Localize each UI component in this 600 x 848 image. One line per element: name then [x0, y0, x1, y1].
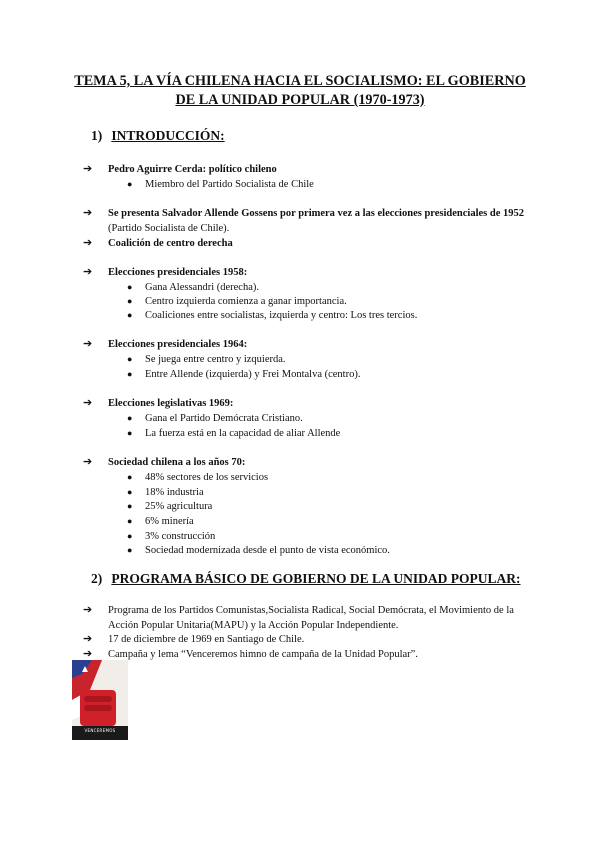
section-heading-2 — [91, 571, 521, 587]
item-programa-lema — [83, 647, 533, 662]
bullet-text: Entre Allende (izquierda) y Frei Montalva (centro). — [145, 369, 361, 380]
item-aguirre — [83, 162, 533, 177]
bullet-icon: ● — [127, 428, 133, 438]
bullet-item — [127, 499, 547, 514]
title-line-2: DE LA UNIDAD POPULAR (1970-1973) — [175, 92, 425, 108]
arrow-icon: ➔ — [83, 604, 93, 616]
item-text: (Partido Socialista de Chile). — [108, 223, 230, 234]
bullet-item — [127, 308, 547, 323]
bullet-item — [127, 470, 547, 485]
bullet-item — [127, 529, 547, 544]
item-allende — [83, 206, 533, 236]
bullet-text: Se juega entre centro y izquierda. — [145, 354, 286, 365]
bullet-text: 48% sectores de los servicios — [145, 472, 269, 483]
bullet-icon: ● — [127, 413, 133, 423]
item-title: Elecciones presidenciales 1958: — [108, 267, 248, 278]
bullet-icon: ● — [127, 354, 133, 364]
title-line-1: TEMA 5, LA VÍA CHILENA HACIA EL SOCIALISMO: EL GOBIERNO — [74, 73, 526, 89]
document-title — [60, 72, 540, 110]
item-elecciones-1969 — [83, 396, 533, 411]
bullet-text: Gana Alessandri (derecha). — [145, 282, 259, 293]
bullet-item — [127, 280, 547, 295]
bullet-text: Coaliciones entre socialistas, izquierda y centro: Los tres tercios. — [145, 310, 418, 321]
bullet-icon: ● — [127, 531, 133, 541]
bullet-item — [127, 177, 547, 192]
bullet-item — [127, 485, 547, 500]
arrow-icon: ➔ — [83, 338, 93, 350]
item-title: Sociedad chilena a los años 70: — [108, 457, 246, 468]
bullet-item — [127, 294, 547, 309]
bullet-text: Miembro del Partido Socialista de Chile — [145, 179, 314, 190]
bullet-icon: ● — [127, 282, 133, 292]
bullet-text: 18% industria — [145, 487, 204, 498]
item-title: Elecciones presidenciales 1964: — [108, 339, 248, 350]
arrow-icon: ➔ — [83, 397, 93, 409]
section-heading-1 — [91, 128, 225, 144]
bullet-item — [127, 543, 547, 558]
item-title: Coalición de centro derecha — [108, 238, 233, 249]
bullet-icon: ● — [127, 516, 133, 526]
bullet-icon: ● — [127, 369, 133, 379]
arrow-icon: ➔ — [83, 163, 93, 175]
bullet-text: 25% agricultura — [145, 501, 213, 512]
item-programa-partidos — [83, 603, 533, 633]
item-title: Elecciones legislativas 1969: — [108, 398, 234, 409]
section-title: PROGRAMA BÁSICO DE GOBIERNO DE LA UNIDAD POPULAR: — [111, 571, 521, 586]
bullet-item — [127, 352, 547, 367]
item-text: Programa de los Partidos Comunistas,Socialista Radical, Social Demócrata, el Movimiento de la Acción Popular Unitaria(MAPU) y la Acción Popular Independiente. — [108, 605, 514, 631]
arrow-icon: ➔ — [83, 648, 93, 660]
arrow-icon: ➔ — [83, 456, 93, 468]
bullet-text: 6% minería — [145, 516, 194, 527]
item-text: Campaña y lema “Venceremos himno de campaña de la Unidad Popular”. — [108, 649, 418, 660]
item-title: Se presenta Salvador Allende Gossens por primera vez a las elecciones presidenciales de 1952 — [108, 208, 524, 219]
bullet-icon: ● — [127, 545, 133, 555]
bullet-icon: ● — [127, 296, 133, 306]
bullet-icon: ● — [127, 310, 133, 320]
arrow-icon: ➔ — [83, 633, 93, 645]
bullet-text: 3% construcción — [145, 531, 216, 542]
poster-caption: VENCEREMOS — [84, 728, 116, 733]
bullet-item — [127, 411, 547, 426]
item-title: Pedro Aguirre Cerda: político chileno — [108, 164, 277, 175]
bullet-item — [127, 367, 547, 382]
item-programa-fecha — [83, 632, 533, 647]
item-sociedad — [83, 455, 533, 470]
arrow-icon: ➔ — [83, 266, 93, 278]
item-elecciones-1958 — [83, 265, 533, 280]
arrow-icon: ➔ — [83, 237, 93, 249]
bullet-text: Centro izquierda comienza a ganar importancia. — [145, 296, 347, 307]
bullet-icon: ● — [127, 472, 133, 482]
bullet-text: Gana el Partido Demócrata Cristiano. — [145, 413, 303, 424]
item-elecciones-1964 — [83, 337, 533, 352]
item-coalicion — [83, 236, 533, 251]
arrow-icon: ➔ — [83, 207, 93, 219]
bullet-icon: ● — [127, 179, 133, 189]
bullet-text: La fuerza está en la capacidad de aliar Allende — [145, 428, 341, 439]
section-number: 1) — [91, 128, 103, 143]
item-text: 17 de diciembre de 1969 en Santiago de Chile. — [108, 634, 305, 645]
bullet-item — [127, 514, 547, 529]
bullet-icon: ● — [127, 487, 133, 497]
bullet-item — [127, 426, 547, 441]
section-title: INTRODUCCIÓN: — [111, 128, 225, 143]
venceremos-poster-image — [72, 660, 128, 740]
bullet-icon: ● — [127, 501, 133, 511]
section-number: 2) — [91, 571, 103, 586]
bullet-text: Sociedad modernizada desde el punto de vista económico. — [145, 545, 390, 556]
